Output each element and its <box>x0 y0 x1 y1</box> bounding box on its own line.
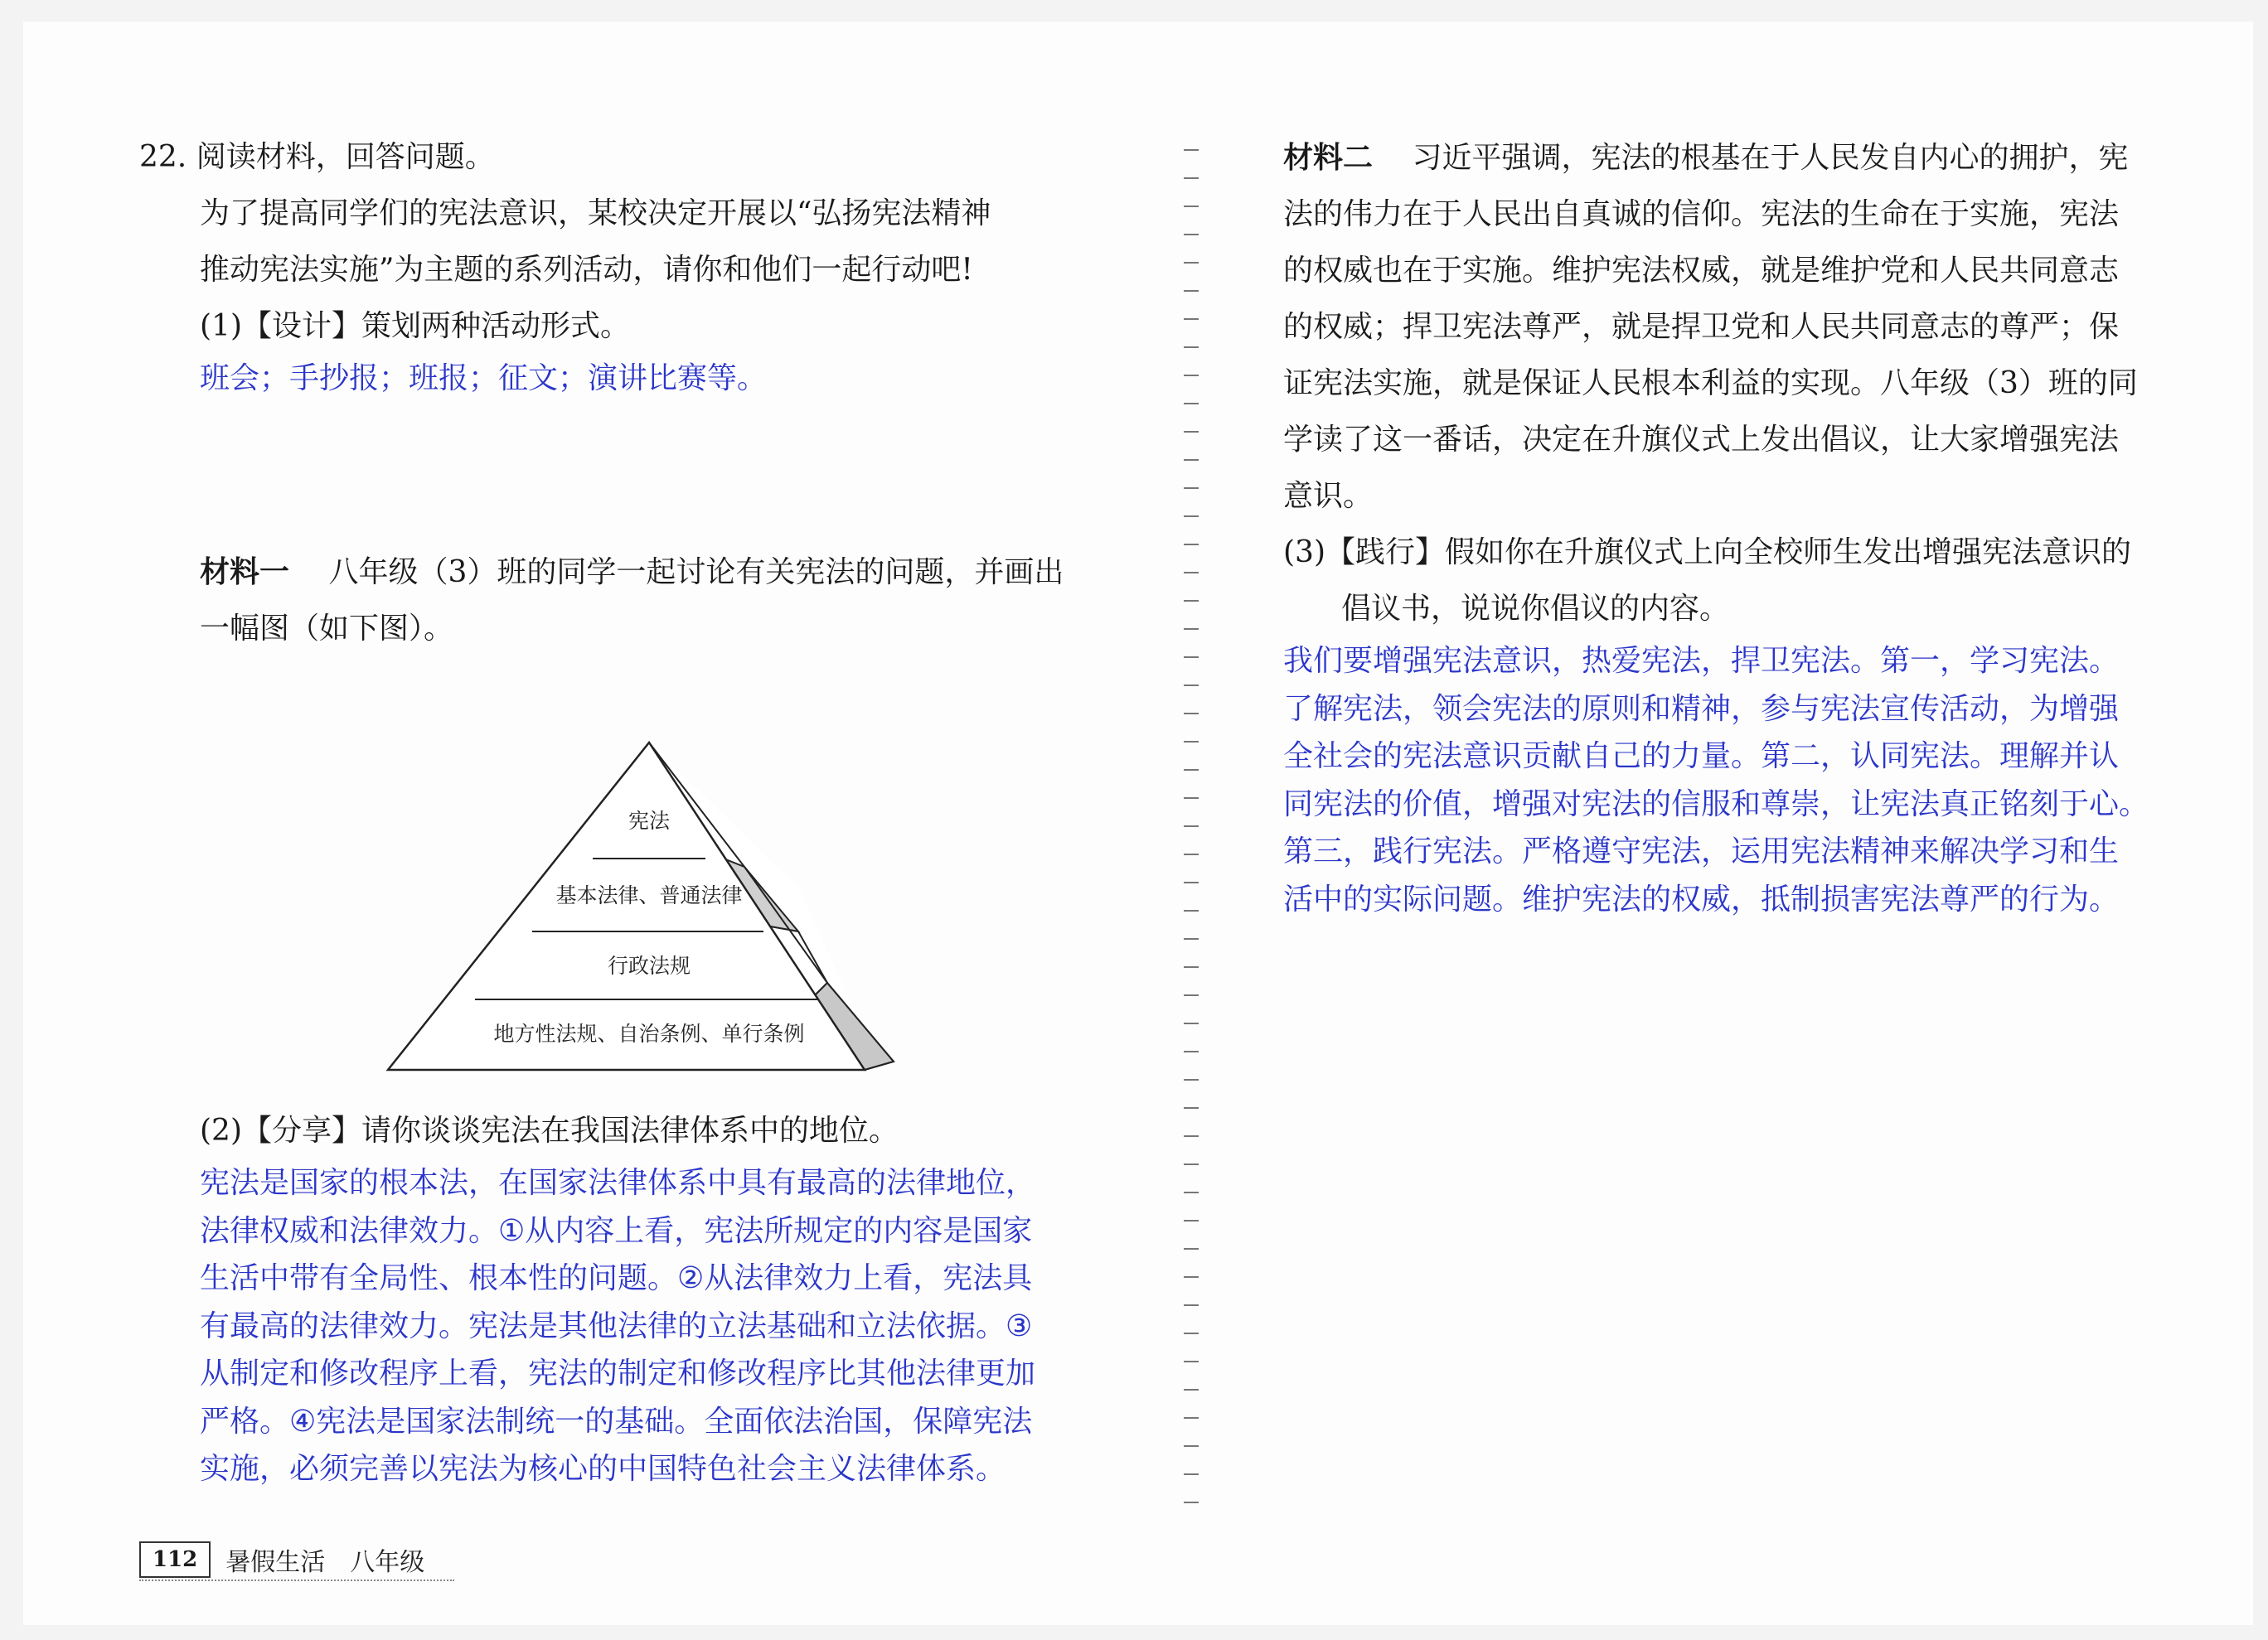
q1-prompt: (1)【设计】策划两种活动形式。 <box>200 309 630 343</box>
material1-line-1 <box>143 544 1159 601</box>
footer-rule <box>139 1580 454 1581</box>
q2-answer-line-4: 有最高的法律效力。宪法是其他法律的立法基础和立法依据。③ <box>200 1309 1033 1343</box>
textbook-page <box>23 22 2253 1625</box>
material2-line-6: 学读了这一番话，决定在升旗仪式上发出倡议，让大家增强宪法 <box>1283 423 2120 457</box>
q1-answer: 班会；手抄报；班报；征文；演讲比赛等。 <box>200 361 768 395</box>
left-column <box>139 129 1159 657</box>
page-number: 112 <box>139 1541 211 1578</box>
intro-line-1: 为了提高同学们的宪法意识，某校决定开展以“弘扬宪法精神 <box>200 196 991 230</box>
intro-line-2: 推动宪法实施”为主题的系列活动，请你和他们一起行动吧! <box>200 253 973 287</box>
pyramid-level-local-regulations: 地方性法规、自治条例、单行条例 <box>493 1022 805 1046</box>
right-column <box>1283 129 2245 923</box>
q3-prompt-line-1: (3)【践行】假如你在升旗仪式上向全校师生发出增强宪法意识的 <box>1283 535 2131 569</box>
q3-answer-line-3: 全社会的宪法意识贡献自己的力量。第二，认同宪法。理解并认 <box>1283 739 2120 773</box>
material2-text-1: 习近平强调，宪法的根基在于人民发自内心的拥护，宪 <box>1412 141 2129 175</box>
question-title: 22. 阅读材料，回答问题。 <box>139 140 495 174</box>
pyramid-level-constitution: 宪法 <box>628 809 671 833</box>
q3-answer-line-2: 了解宪法，领会宪法的原则和精神，参与宪法宣传活动，为增强 <box>1283 691 2120 726</box>
material2-line-5: 证宪法实施，就是保证人民根本利益的实现。八年级（3）班的同 <box>1283 366 2138 400</box>
material2-line-1 <box>1283 129 2245 186</box>
material2-label: 材料二 <box>1283 140 1374 175</box>
material2-line-7: 意识。 <box>1283 479 1374 513</box>
legal-hierarchy-pyramid <box>380 734 976 1074</box>
q3-answer-line-1: 我们要增强宪法意识，热爱宪法，捍卫宪法。第一，学习宪法。 <box>1283 644 2120 678</box>
q2-block <box>200 1103 1186 1493</box>
q2-answer-line-2: 法律权威和法律效力。①从内容上看，宪法所规定的内容是国家 <box>200 1213 1033 1248</box>
q2-answer-line-5: 从制定和修改程序上看，宪法的制定和修改程序比其他法律更加 <box>200 1357 1036 1391</box>
fold-line <box>1184 129 1199 1509</box>
q2-answer-line-6: 严格。④宪法是国家法制统一的基础。全面依法治国，保障宪法 <box>200 1404 1033 1439</box>
material1-label: 材料一 <box>200 554 290 589</box>
q2-answer-line-1: 宪法是国家的根本法，在国家法律体系中具有最高的法律地位， <box>200 1166 1036 1200</box>
q3-prompt-line-2: 倡议书，说说你倡议的内容。 <box>1341 592 1730 626</box>
q2-answer-line-3: 生活中带有全局性、根本性的问题。②从法律效力上看，宪法具 <box>200 1261 1033 1295</box>
q3-answer-line-6: 活中的实际问题。维护宪法的权威，抵制损害宪法尊严的行为。 <box>1283 882 2120 917</box>
material1-line-2: 一幅图（如下图）。 <box>200 611 454 646</box>
material2-line-2: 法的伟力在于人民出自真诚的信仰。宪法的生命在于实施，宪法 <box>1283 197 2120 231</box>
q2-answer-line-7: 实施，必须完善以宪法为核心的中国特色社会主义法律体系。 <box>200 1452 1006 1486</box>
material2-line-3: 的权威也在于实施。维护宪法权威，就是维护党和人民共同意志 <box>1283 254 2120 288</box>
footer-book-title <box>225 1541 424 1578</box>
pyramid-level-basic-laws: 基本法律、普通法律 <box>555 883 743 907</box>
book-grade: 八年级 <box>350 1548 425 1577</box>
q3-answer-line-5: 第三，践行宪法。严格遵守宪法，运用宪法精神来解决学习和生 <box>1283 835 2120 868</box>
material2-line-4: 的权威；捍卫宪法尊严，就是捍卫党和人民共同意志的尊严；保 <box>1283 310 2120 344</box>
q3-answer-line-4: 同宪法的价值，增强对宪法的信服和尊崇，让宪法真正铭刻于心。 <box>1283 786 2149 821</box>
q2-prompt: (2)【分享】请你谈谈宪法在我国法律体系中的地位。 <box>200 1114 899 1148</box>
pyramid-level-admin-regulations: 行政法规 <box>607 954 691 978</box>
book-title: 暑假生活 <box>225 1548 326 1577</box>
material1-text: 八年级（3）班的同学一起讨论有关宪法的问题，并画出 <box>328 554 1064 589</box>
page-footer <box>139 1540 424 1580</box>
